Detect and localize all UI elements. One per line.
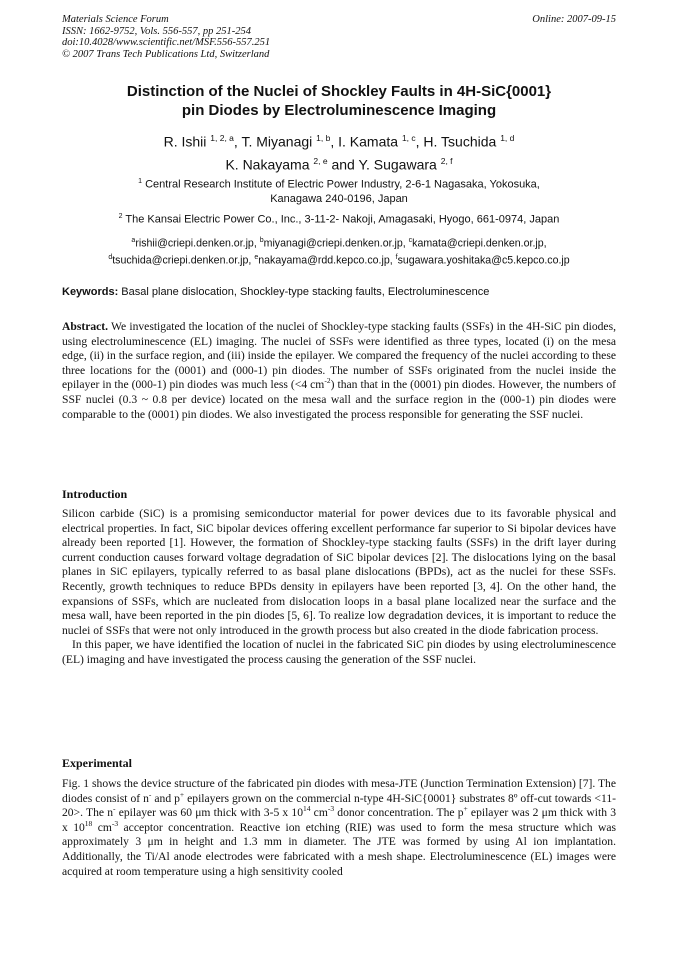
issn-line: ISSN: 1662-9752, Vols. 556-557, pp 251-254 (62, 25, 251, 37)
author-line-1 (62, 129, 616, 152)
author-name: , I. Kamata (330, 133, 399, 150)
email-link[interactable]: kamata@criepi.denken.or.jp, (412, 237, 547, 250)
author-name: and Y. Sugawara (327, 156, 437, 173)
introduction-body (62, 507, 616, 668)
author-affil-sup: 1, c (401, 133, 416, 143)
author-affil-sup: 1, d (500, 133, 515, 143)
online-date: Online: 2007-09-15 (532, 14, 616, 25)
author-name: R. Ishii (163, 133, 207, 150)
copyright-line: © 2007 Trans Tech Publications Ltd, Switzerland (62, 48, 270, 60)
email-link[interactable]: tsuchida@criepi.denken.or.jp, (112, 254, 255, 267)
keywords (62, 285, 616, 299)
abstract-label: Abstract. (62, 320, 109, 333)
affiliation-2: $^2$ The Kansai Electric Power Co., Inc., 3-11-2- Nakoji, Amagasaki, Hyogo, 661-0974, Japan (118, 213, 560, 226)
title-line-1: Distinction of the Nuclei of Shockley Faults in 4H-SiC{0001} (126, 83, 552, 100)
paragraph: Silicon carbide (SiC) is a promising semiconductor material for power devices due to its favorable physical and electrical properties. In fact, SiC bipolar devices offering excellent performance far superior to Si bipolar devices have already been reported [1]. However, the formation of Shockley-type stacking faults (SSFs) in the drift layer during current conduction causes forward voltage degradation of SiC bipolar devices [2]. The dislocations lying on the basal planes in SiC epilayers, typically referred to as basal plane dislocations (BPDs), act as the nuclei for these SSFs. Recently, growth techniques to reduce BPDs density in epilayers have been reported [3, 4]. On the other hand, the expansions of SSFs, which are nucleated from dislocation loops in a basal plane localized near the surface and the mesa wall, have been reported in the pin diodes [5, 6]. To realize low degradation devices, it is important to reduce the nuclei of SSFs that were not only introduced in the growth process but also created in the diode fabrication process. (62, 507, 616, 637)
journal-header (62, 14, 616, 60)
introduction-heading: Introduction (62, 487, 128, 501)
affiliation-1: $^1$ Central Research Institute of Electric Power Industry, 2-6-1 Nagasaka, Yokosuka, Kanagawa 240-0196, Japan (138, 178, 540, 205)
doi-line[interactable]: doi:10.4028/www.scientific.net/MSF.556-557.251 (62, 37, 271, 48)
experimental-body (62, 777, 616, 879)
email-link[interactable]: rishii@criepi.denken.or.jp, (135, 237, 260, 250)
email-link[interactable]: nakayama@rdd.kepco.co.jp, (258, 254, 396, 267)
author-affil-sup: 2, f (440, 155, 453, 166)
abstract: Abstract. We investigated the location of the nuclei of Shockley-type stacking faults (SSFs) in the 4H-SiC pin diodes, using electroluminescence (EL) imaging. The nuclei of SSFs were identified as three types, located (i) on the mesa edge, (ii) in the surface region, and (iii) inside the epilayer. We compared the frequency of the nuclei according to these three locations for the (0001) and (000-1) pin diodes. The number of SSFs originated from the nuclei inside the epilayer in the (000-1) pin diodes was much less (<4 $cm^{-2}$) than that in the (0001) pin diodes. However, the numbers of SSF nuclei (0.3 ~ 0.8 per device) located on the mesa wall and the surface region in the (000-1) pin diodes were comparable to the (0001) pin diodes. We also investigated the process responsible for generating the SSF nuclei. (62, 320, 616, 421)
affil-sup: 2 (118, 213, 123, 220)
email-link[interactable]: sugawara.yoshitaka@c5.kepco.co.jp (397, 254, 570, 267)
journal-name: Materials Science Forum (62, 14, 169, 25)
author-name: , H. Tsuchida (415, 133, 497, 150)
author-affil-sup: 2, e (313, 155, 328, 166)
author-affil-sup: 1, b (316, 133, 331, 143)
author-line-2 (62, 152, 616, 175)
title-line-2: pin Diodes by Electroluminescence Imaging (181, 102, 497, 119)
experimental-heading: Experimental (62, 756, 132, 770)
email-link[interactable]: miyanagi@criepi.denken.or.jp, (263, 237, 409, 250)
keywords-text: Basal plane dislocation, Shockley-type stacking faults, Electroluminescence (118, 286, 490, 298)
paragraph: Fig. 1 shows the device structure of the fabricated pin diodes with mesa-JTE (Junction Termination Extension) [7]. The diodes consist of n- and p+ epilayers grown on the commercial n-type 4H-SiC{0001} substrates 8º off-cut towards <11-20>. The n- epilayer was 60 μm thick with 3-5 x $10^{14}$ $cm^{-3}$ donor concentration. The p+ epilayer was 2 μm thick with 3 x $10^{18}$ $cm^{-3}$ acceptor concentration. Reactive ion etching (RIE) was used to form the mesa structure which was approximately 3 μm in height and 1.3 mm in diameter. The JTE was formed by using Al ion implantation. Additionally, the Ti/Al anode electrodes were fabricated with a mesh shape. Electroluminescence (EL) images were acquired at room temperature using a high sensitivity cooled (62, 777, 617, 878)
author-affil-sup: 1, 2, a (210, 133, 234, 143)
author-emails: $^a$rishii@criepi.denken.or.jp, $^b$miyanagi@criepi.denken.or.jp, $^c$kamata@criepi.denken.or.jp, $^d$tsuchida@criepi.denken.or.jp, $^e$nakayama@rdd.kepco.co.jp, $^f$sugawara.yoshitaka@c5.kepco.co.jp (108, 237, 570, 267)
keywords-label: Keywords: (62, 286, 119, 298)
paragraph: In this paper, we have identified the location of nuclei in the fabricated SiC pin diodes by using electroluminescence (EL) imaging and have investigated the process causing the generation of the SSF nuclei. (62, 638, 616, 666)
author-name: K. Nakayama (225, 156, 310, 173)
author-list (62, 129, 616, 174)
paper-title (62, 82, 616, 120)
author-name: , T. Miyanagi (233, 133, 313, 150)
affil-sup: 1 (138, 178, 143, 185)
